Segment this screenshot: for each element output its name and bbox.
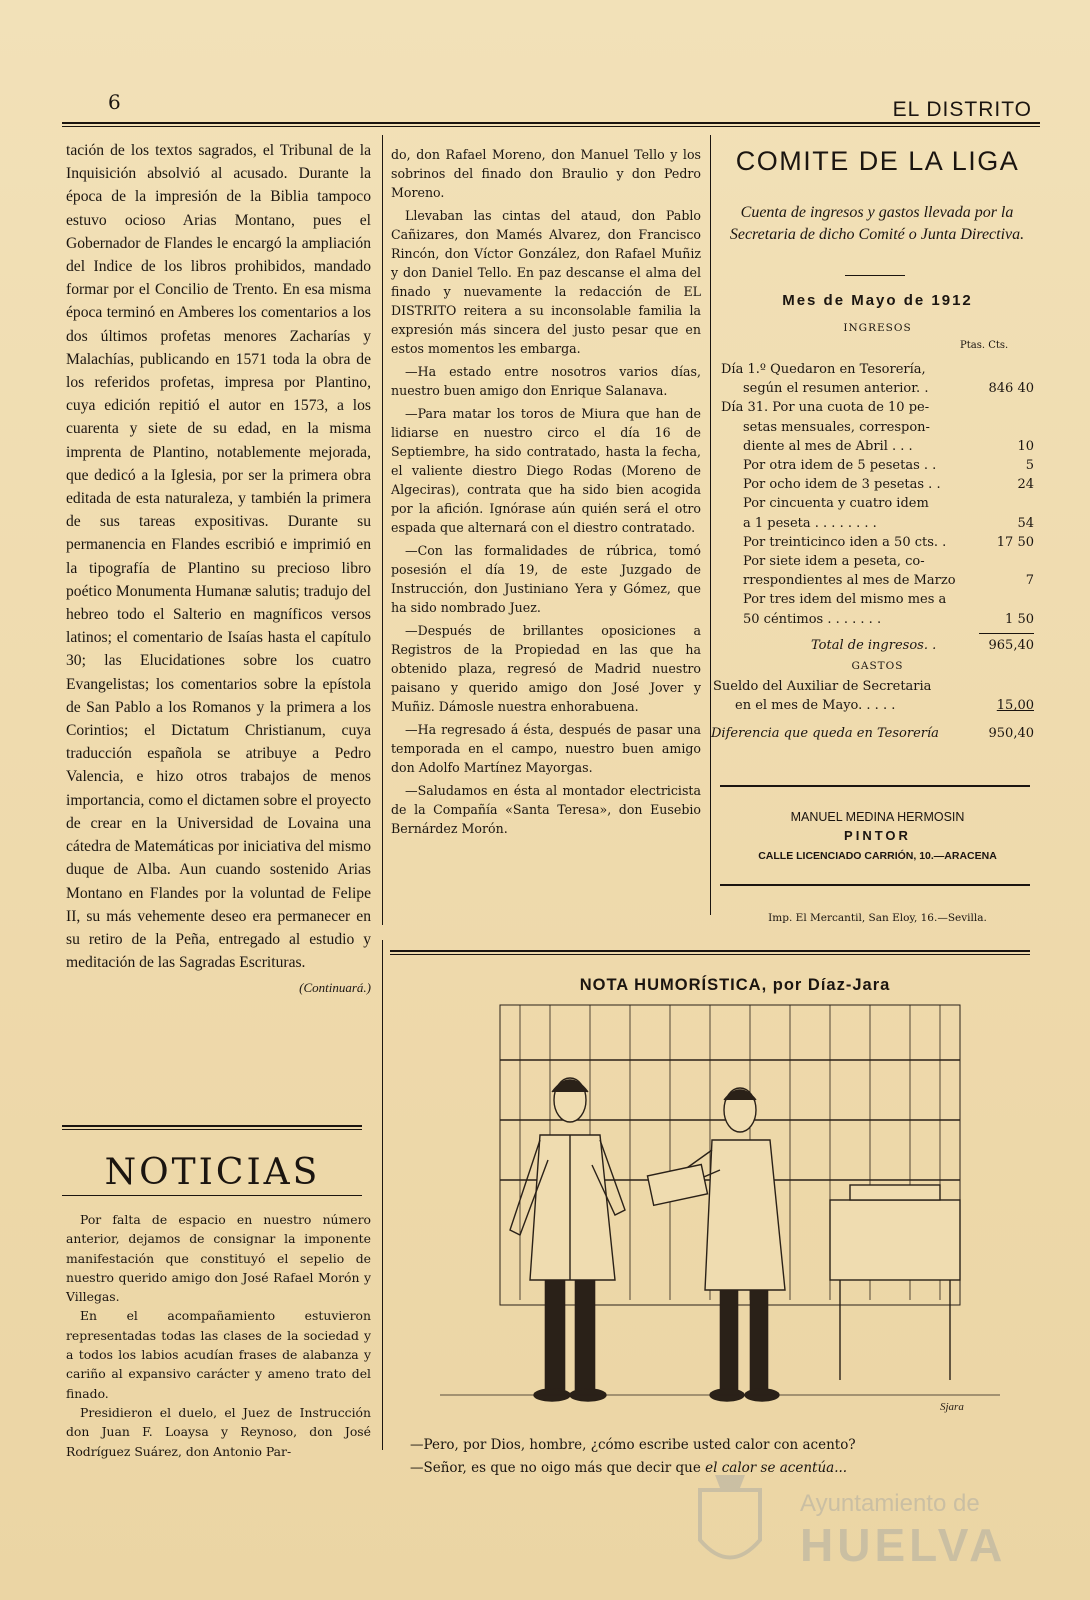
ingreso-row <box>721 398 1034 417</box>
ingreso-text: Por siete idem a peseta, co- <box>743 554 925 570</box>
page-number: 6 <box>108 90 121 114</box>
ad-rule-top <box>720 785 1030 787</box>
watermark <box>690 1470 1010 1590</box>
ad-trade: PINTOR <box>844 828 911 843</box>
ingreso-row <box>721 571 1034 590</box>
ingreso-row <box>721 533 1034 552</box>
news-paragraph: —Con las formalidades de rúbrica, tomó posesión el día 19, de este Juzgado de Instrucción, don Justiniano Yera y Gómez, que ha sido nombrado Juez. <box>391 543 701 615</box>
right-figure-coat <box>705 1140 785 1290</box>
ad-address: CALLE LICENCIADO CARRIÓN, 10.—ARACENA <box>758 850 997 862</box>
ingreso-text: Día 1.º Quedaron en Tesorería, <box>721 362 926 377</box>
ingreso-amount: 54 <box>1017 515 1034 531</box>
cartoon-title: NOTA HUMORÍSTICA, por Díaz-Jara <box>579 976 891 994</box>
noticias-column <box>66 1210 371 1461</box>
desk <box>830 1200 960 1280</box>
total-ingresos-label: Total de ingresos. . <box>811 637 937 653</box>
ingreso-amount <box>984 494 1034 513</box>
ingreso-row <box>721 437 1034 456</box>
header-rule-thin <box>62 126 1040 127</box>
ingreso-amount: 1 50 <box>1005 611 1034 627</box>
column-divider <box>710 135 711 915</box>
cartoon-caption-1: —Pero, por Dios, hombre, ¿cómo escribe usted calor con acento? <box>410 1437 856 1453</box>
ingreso-amount <box>984 398 1034 417</box>
ingreso-text: Por cincuenta y cuatro idem <box>743 496 929 512</box>
news-paragraph: —Después de brillantes oposiciones a Registros de la Propiedad en las que ha obtenido plaza, regresó de Madrid nuestro paisano y querido amigo don José Jover y Muñiz. Dámosle nuestra enhorabuena. <box>391 623 701 714</box>
ingreso-text: según el resumen anterior. . <box>743 381 929 397</box>
ingreso-row <box>721 610 1034 629</box>
ingreso-amount: 7 <box>1025 573 1034 589</box>
news-paragraph: —Para matar los toros de Miura que han de lidiarse en nuestro circo el día 16 de Septiembre, ha sido contratado, hasta la fecha, el valiente diestro Diego Rodas (Moreno de Algeciras), contrata que ha sido bien acogida por la afición. Ignórase aún quién será el otro espada que alternará con el diestro contratado. <box>391 406 701 535</box>
ingreso-text: setas mensuales, correspon- <box>743 419 930 435</box>
cartoon-signature: Sjara <box>940 1401 964 1413</box>
news-paragraph: —Saludamos en ésta al montador electricista de la Compañía «Santa Teresa», don Eusebio Bernárdez Morón. <box>391 783 701 836</box>
gasto-amount <box>984 677 1034 696</box>
short-rule <box>845 275 905 276</box>
ingreso-text: rrespondientes al mes de Marzo <box>743 573 956 589</box>
gasto-amount: 15,00 <box>996 698 1034 714</box>
total-ingresos-row <box>721 636 1034 655</box>
ingreso-row <box>721 514 1034 533</box>
ingreso-text: Por treinticinco iden a 50 cts. . <box>743 534 947 550</box>
paper-sheet <box>647 1165 707 1206</box>
ingreso-row <box>721 552 1034 571</box>
noticias-heading: NOTICIAS <box>104 1152 321 1193</box>
ad-rule-bottom <box>720 884 1030 886</box>
masthead: EL DISTRITO <box>892 98 1032 121</box>
ingreso-row <box>721 418 1034 437</box>
ingresos-list <box>721 360 1034 629</box>
noticias-rule-top-thin <box>62 1129 362 1130</box>
currency-header: Ptas. Cts. <box>960 340 1009 351</box>
article-paragraph: tación de los textos sagrados, el Tribunal de la Inquisición absolvió al acusado. Durante la época de la impresión de la Biblia tampoco estuvo ocioso Arias Montano, pues el Gobernador de Flandes le encargó la ampliación del Indice de los libros prohibidos, mandado formar por el Concilio de Trento. En esa misma época terminó en Amberes los comentarios a los dos últimos profetas menores Zacharías y Malachías, publicando en 1571 toda la obra de los referidos profetas, impresa por Plantino, cuya edición repitió el autor en 1573, a los cuarenta y siete de su edad, en la misma imprenta de Plantino, notablemente mejorada, que dedicó a la Iglesia, por ser la primera obra editada de esta naturaleza, y también la primera de sus tareas expositivas. Durante su permanencia en Flandes escribió e imprimió en la tipografía de Plantino su precioso libro poético Monumenta Humanæ salutis; tradujo del hebreo todo el Salterio en magníficos versos latinos; el comentario de Isaías hasta el capítulo 30; las Elucidationes sobre los cuatro Evangelistas; los comentarios sobre la epístola de San Pablo a los Romanos y la primera a los Corintios; el Dictatum Christianum, cuya traducción española se atribuye a Pedro Valencia, e hizo otros trabajos de menos importancia, como el dictamen sobre el proyecto de crear en la Universidad de Lovaina una cátedra de Matemáticas por iniciativa del mismo duque de Alba. Aun cuando sostenido Arias Montano en Flandes por la voluntad de Felipe II, su más vehemente deseo era permanecer en su retiro de la Peña, entregado al estudio y meditación de las Sagradas Escrituras. <box>66 142 371 972</box>
news-paragraph: Llevaban las cintas del ataud, don Pablo Cañizares, don Mamés Alvarez, don Francisco Rincón, don Víctor González, don Rafael Muñiz y don Daniel Tello. En paz descanse el alma del finado y nuevamente la redacción de EL DISTRITO reitera a su inconsolable familia la expresión más sincera del justo pesar que en estos momentos les embarga. <box>391 208 701 356</box>
caption-text: —Señor, es que no oigo más que decir que <box>410 1460 706 1476</box>
noticias-paragraph: Presidieron el duelo, el Juez de Instrucción don Juan F. Loaysa y Reynoso, don José Rodríguez Suárez, don Antonio Par- <box>66 1404 371 1459</box>
column-divider <box>382 135 383 925</box>
ingreso-text: Por ocho idem de 3 pesetas . . <box>743 477 941 493</box>
cartoon-rule-thin <box>390 954 1030 955</box>
ingreso-text: a 1 peseta . . . . . . . . <box>743 515 877 531</box>
ingreso-row <box>721 475 1034 494</box>
ingreso-amount: 24 <box>1017 477 1034 493</box>
continues-note: (Continuará.) <box>299 980 371 996</box>
ingreso-amount <box>984 552 1034 571</box>
caption-italic: el calor se acentúa... <box>705 1460 848 1476</box>
ingreso-row <box>721 590 1034 609</box>
gasto-text: en el mes de Mayo. . . . . <box>735 698 896 714</box>
ledger <box>711 360 1034 743</box>
news-paragraph: do, don Rafael Moreno, don Manuel Tello y los sobrinos del finado don Braulio y don Pedro Moreno. <box>391 147 701 200</box>
noticias-rule-bottom <box>62 1195 362 1196</box>
ingreso-amount <box>984 360 1034 379</box>
article-column-2 <box>391 145 701 842</box>
month-heading: Mes de Mayo de 1912 <box>782 292 973 309</box>
sum-rule <box>979 633 1034 634</box>
ad-name: MANUEL MEDINA HERMOSIN <box>790 810 965 824</box>
news-paragraph: —Ha estado entre nosotros varios días, nuestro buen amigo don Enrique Salanava. <box>391 364 701 398</box>
imprint: Imp. El Mercantil, San Eloy, 16.—Sevilla. <box>768 912 987 924</box>
gastos-label: GASTOS <box>851 660 904 673</box>
ingreso-text: diente al mes de Abril . . . <box>743 438 913 454</box>
ingreso-text: 50 céntimos . . . . . . . <box>743 611 882 627</box>
article-column-1 <box>66 139 371 996</box>
header-rule <box>62 122 1040 124</box>
noticias-paragraph: Por falta de espacio en nuestro número anterior, dejamos de consignar la imponente manifestación que constituyó el sepelio de nuestro querido amigo don José Rafael Morón y Villegas. <box>66 1212 371 1305</box>
ingreso-amount: 5 <box>1025 458 1034 474</box>
comite-subtitle: Cuenta de ingresos y gastos llevada por la Secretaria de dicho Comité o Junta Directiva. <box>729 204 1025 243</box>
ingreso-amount <box>984 418 1034 437</box>
gasto-text: Sueldo del Auxiliar de Secretaria <box>713 679 932 695</box>
total-ingresos-value: 965,40 <box>988 637 1034 653</box>
ingreso-text: Por tres idem del mismo mes a <box>743 592 947 608</box>
ingreso-amount: 846 40 <box>988 381 1034 397</box>
ingreso-row <box>721 379 1034 398</box>
diferencia-value: 950,40 <box>988 725 1034 741</box>
crest-icon <box>690 1470 770 1580</box>
noticias-rule-top <box>62 1125 362 1127</box>
left-figure-coat <box>530 1135 615 1280</box>
ingreso-row <box>721 494 1034 513</box>
ingreso-row <box>721 360 1034 379</box>
cartoon-rule <box>390 950 1030 952</box>
ingreso-amount <box>984 590 1034 609</box>
gasto-row <box>721 696 1034 715</box>
ingreso-text: Día 31. Por una cuota de 10 pe- <box>721 400 930 416</box>
comite-title: COMITE DE LA LIGA <box>735 146 1020 176</box>
news-paragraph: —Ha regresado á ésta, después de pasar una temporada en el campo, nuestro buen amigo don Adolfo Martínez Mayorgas. <box>391 722 701 775</box>
diferencia-row <box>711 724 1034 743</box>
gasto-row <box>713 677 1034 696</box>
ingreso-amount: 17 50 <box>996 534 1034 550</box>
diferencia-label: Diferencia que queda en Tesorería <box>711 725 939 741</box>
column-divider <box>382 940 383 1450</box>
ingreso-row <box>721 456 1034 475</box>
ingreso-text: Por otra idem de 5 pesetas . . <box>743 458 937 474</box>
noticias-paragraph: En el acompañamiento estuvieron representadas todas las clases de la sociedad y a todos los labios acudían frases de alabanza y cariño al expansivo carácter y ameno trato del finado. <box>66 1308 371 1401</box>
watermark-line1: Ayuntamiento de <box>800 1490 980 1517</box>
watermark-line2: HUELVA <box>800 1519 1007 1571</box>
cartoon-illustration <box>440 1000 1000 1420</box>
ingresos-label: INGRESOS <box>843 322 912 334</box>
ingreso-amount: 10 <box>1017 438 1034 454</box>
